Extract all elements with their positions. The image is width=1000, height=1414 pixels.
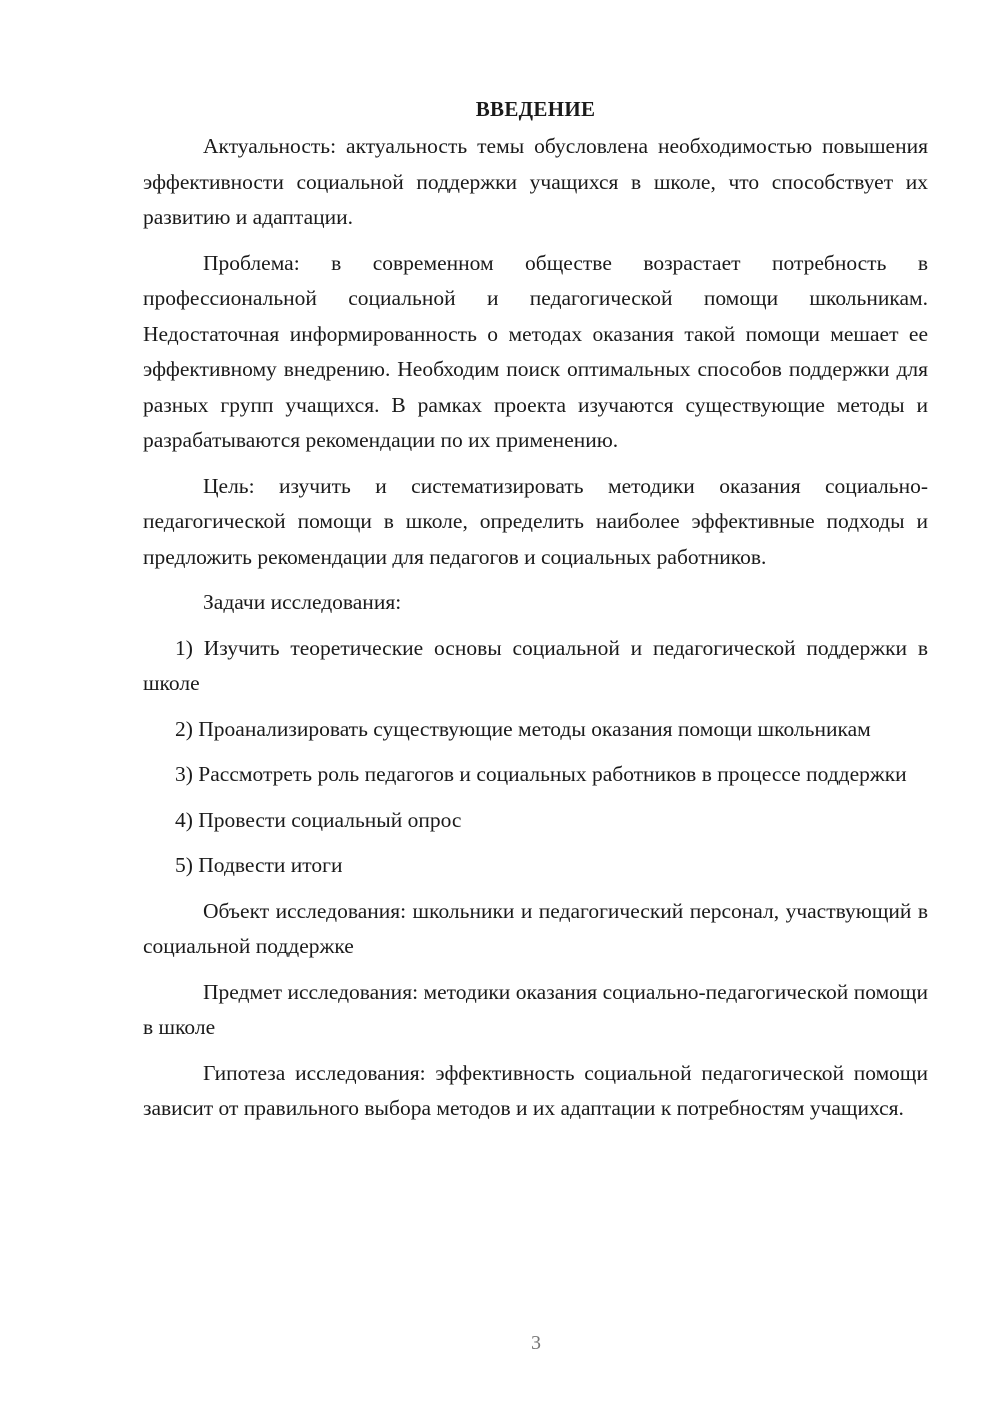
object-paragraph: Объект исследования: школьники и педагогический персонал, участвующий в социальной поддержке bbox=[143, 898, 928, 958]
section-heading: ВВЕДЕНИЕ bbox=[475, 97, 596, 121]
tasks-heading: Задачи исследования: bbox=[203, 590, 402, 614]
task-item: 4) Провести социальный опрос bbox=[175, 807, 462, 832]
goal-paragraph: Цель: изучить и систематизировать методики оказания социально-педагогической помощи в школе, определить наиболее эффективные подходы и предложить рекомендации для педагогов и социальных работников. bbox=[143, 473, 928, 569]
task-item: 3) Рассмотреть роль педагогов и социальных работников в процессе поддержки bbox=[175, 762, 907, 786]
task-item: 5) Подвести итоги bbox=[175, 853, 343, 877]
problem-paragraph: Проблема: в современном обществе возрастает потребность в профессиональной социальной и педагогической помощи школьникам. Недостаточная информированность о методах оказания такой помощи мешает ее эффективному внедрению. Необходим поиск оптимальных способов поддержки для разных групп учащихся. В рамках проекта изучаются существующие методы и разрабатываются рекомендации по их применению. bbox=[143, 250, 928, 452]
relevance-paragraph: Актуальность: актуальность темы обусловлена необходимостью повышения эффективности социальной поддержки учащихся в школе, что способствует их развитию и адаптации. bbox=[143, 134, 928, 229]
subject-paragraph: Предмет исследования: методики оказания социально-педагогической помощи в школе bbox=[143, 979, 928, 1039]
page-number: 3 bbox=[531, 1332, 541, 1354]
task-item: 2) Проанализировать существующие методы оказания помощи школьникам bbox=[175, 716, 871, 741]
task-item: 1) Изучить теоретические основы социальной и педагогической поддержки в школе bbox=[143, 635, 928, 695]
page-content bbox=[143, 92, 928, 1137]
hypothesis-paragraph: Гипотеза исследования: эффективность социальной педагогической помощи зависит от правильного выбора методов и их адаптации к потребностям учащихся. bbox=[143, 1060, 928, 1120]
